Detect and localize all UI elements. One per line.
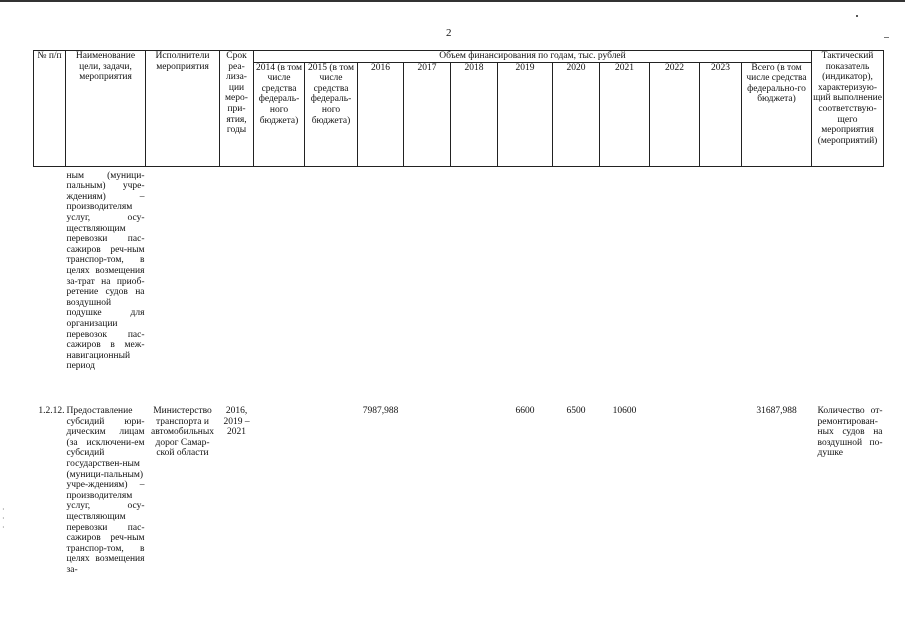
financing-table — [33, 50, 884, 576]
row-value-2021: 10600 — [612, 406, 637, 417]
header-year-2022: 2022 — [650, 62, 700, 166]
row-value-2019: 6600 — [515, 406, 535, 417]
row-name: Предоставление субсидий юри-дическим лицам (за исключени-ем субсидий государствен-ным (муници-пальным) учре-ждениям) – производителям услуг, осу-ществляющим перевозки пас-сажиров реч-ным транспор-том, в целях возмещения за- — [66, 406, 145, 575]
header-executor: Исполнители мероприятия — [146, 51, 220, 167]
row-indicator: Количество от-ремонтирован-ных судов на воздушной по-душке — [817, 406, 883, 459]
scan-speck — [884, 37, 889, 38]
page-number: 2 — [446, 27, 452, 39]
header-year-2020: 2020 — [553, 62, 600, 166]
header-year-2014: 2014 (в том числе средства федераль-ного бюджета) — [254, 62, 305, 166]
row-value-2015 — [305, 406, 358, 576]
row-value-2023 — [700, 406, 742, 576]
row-total: 31687,988 — [756, 406, 797, 417]
row-value-2020: 6500 — [566, 406, 586, 417]
header-no: № п/п — [34, 51, 66, 167]
header-indicator: Тактический показатель (индикатор), характеризую-щий выполнение соответствую-щего мероприятия (мероприятий) — [812, 51, 884, 167]
row-value-2016: 7987,988 — [362, 406, 399, 417]
scan-speck — [856, 15, 858, 17]
row-executor: Министерство транспорта и автомобильных дорог Самар-ской области — [150, 406, 215, 459]
scan-top-edge — [0, 0, 905, 2]
table-row — [34, 406, 884, 576]
header-year-2019: 2019 — [498, 62, 553, 166]
continuation-text: ным (муници-пальным) учре-ждениям) – производителям услуг, осу-ществляющим перевозки пас-сажиров реч-ным транспор-том, в целях возмещения за-трат на приоб-ретение судов на воздушной подушке для организации перевозок пас-сажиров в меж-навигационный период — [66, 170, 145, 372]
header-year-2018: 2018 — [451, 62, 498, 166]
header-year-2023: 2023 — [700, 62, 742, 166]
row-number: 1.2.12. — [38, 406, 65, 417]
header-year-2016: 2016 — [358, 62, 404, 166]
header-row-1 — [34, 51, 884, 63]
header-year-2015: 2015 (в том числе средства федераль-ного бюджета) — [305, 62, 358, 166]
row-term: 2016, 2019 – 2021 — [223, 406, 250, 438]
row-value-2014 — [254, 406, 305, 576]
header-year-2021: 2021 — [600, 62, 650, 166]
continuation-row — [34, 166, 884, 406]
row-value-2018 — [451, 406, 498, 576]
header-name: Наименование цели, задачи, мероприятия — [66, 51, 146, 167]
header-funding: Объем финансирования по годам, тыс. рублей — [254, 51, 812, 63]
row-value-2022 — [650, 406, 700, 576]
header-total: Всего (в том числе средства федерально-го бюджета) — [742, 62, 812, 166]
scan-margin-marks: · · · — [2, 505, 5, 532]
header-term: Срок реа-лиза-ции меро-при-ятия, годы — [220, 51, 254, 167]
row-value-2017 — [404, 406, 451, 576]
header-year-2017: 2017 — [404, 62, 451, 166]
